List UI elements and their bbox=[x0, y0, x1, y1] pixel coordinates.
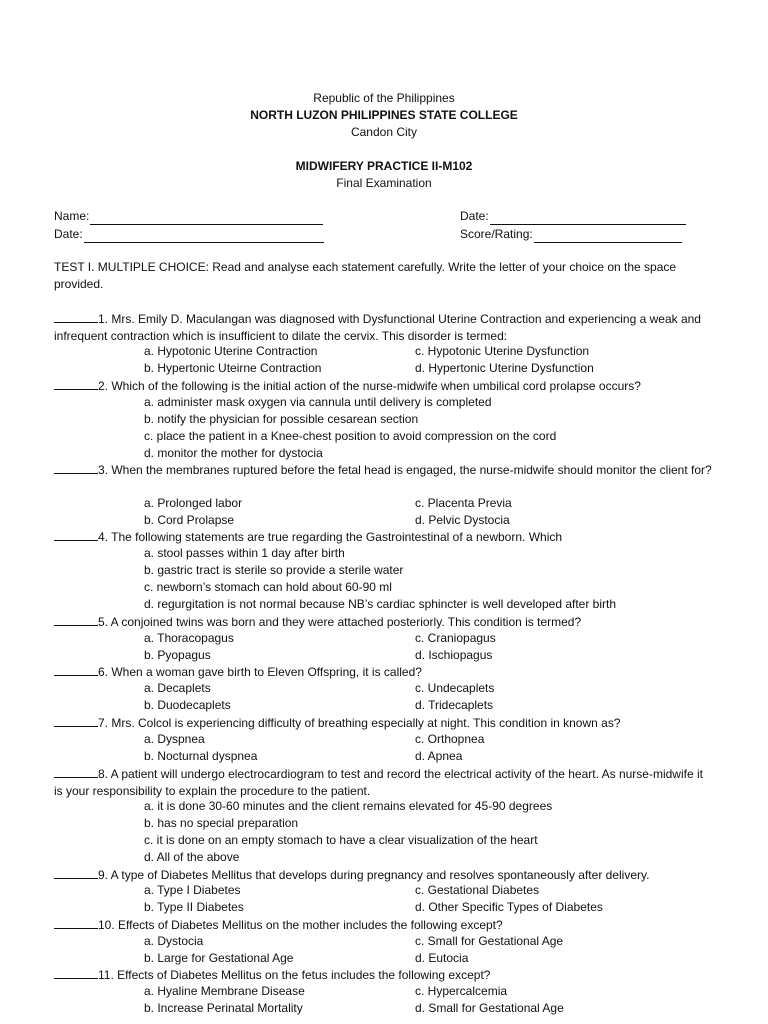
option-b: b. Nocturnal dyspnea bbox=[144, 749, 258, 763]
option-c: c. newborn’s stomach can hold about 60-90 ml bbox=[144, 580, 392, 594]
city-heading: Candon City bbox=[350, 125, 418, 139]
option-c: c. Undecaplets bbox=[415, 681, 495, 695]
question-6 bbox=[54, 663, 714, 681]
option-c: c. Hypotonic Uterine Dysfunction bbox=[415, 344, 590, 358]
question-text: 3. When the membranes ruptured before the fetal head is engaged, the nurse-midwife should monitor the client for? bbox=[98, 463, 712, 477]
answer-blank[interactable] bbox=[54, 528, 98, 541]
option-c: c. Craniopagus bbox=[415, 631, 496, 645]
option-c: c. Hypercalcemia bbox=[415, 984, 508, 998]
option-a: a. Dyspnea bbox=[144, 732, 205, 746]
score-line[interactable] bbox=[534, 230, 682, 243]
option-a: a. Type I Diabetes bbox=[144, 883, 241, 897]
option-d: d. Pelvic Dystocia bbox=[415, 513, 510, 527]
option-c: c. it is done on an empty stomach to have a clear visualization of the heart bbox=[144, 833, 538, 847]
score-label: Score/Rating: bbox=[460, 227, 533, 241]
question-text: 7. Mrs. Colcol is experiencing difficulty of breathing especially at night. This condition in known as? bbox=[98, 716, 621, 730]
score-field[interactable] bbox=[460, 226, 682, 243]
question-1 bbox=[54, 310, 714, 345]
option-b: b. Cord Prolapse bbox=[144, 513, 235, 527]
answer-blank[interactable] bbox=[54, 461, 98, 474]
date-line-right[interactable] bbox=[490, 212, 686, 225]
option-a: a. Prolonged labor bbox=[144, 496, 243, 510]
name-line[interactable] bbox=[90, 212, 323, 225]
option-b: b. gastric tract is sterile so provide a sterile water bbox=[144, 563, 404, 577]
question-text: 8. A patient will undergo electrocardiogram to test and record the electrical activity of the heart. As nurse-midwife it is your responsibility to explain the procedure to the patient. bbox=[54, 767, 703, 798]
option-d: d. Tridecaplets bbox=[415, 698, 494, 712]
date-label-left: Date: bbox=[54, 227, 83, 241]
option-a: a. Hypotonic Uterine Contraction bbox=[144, 344, 318, 358]
question-10 bbox=[54, 916, 714, 934]
option-b: b. Hypertonic Uteirne Contraction bbox=[144, 361, 322, 375]
question-text: 1. Mrs. Emily D. Maculangan was diagnosed with Dysfunctional Uterine Contraction and experiencing a weak and infrequent contraction which is insufficient to dilate the cervix. This disorder is termed: bbox=[54, 312, 701, 343]
option-a: a. administer mask oxygen via cannula until delivery is completed bbox=[144, 395, 492, 409]
name-field[interactable] bbox=[54, 208, 323, 225]
question-text: 4. The following statements are true regarding the Gastrointestinal of a newborn. Which bbox=[98, 530, 563, 544]
answer-blank[interactable] bbox=[54, 765, 98, 778]
option-b: b. has no special preparation bbox=[144, 816, 299, 830]
name-label: Name: bbox=[54, 209, 90, 223]
date-field-left[interactable] bbox=[54, 226, 324, 243]
question-text: 2. Which of the following is the initial action of the nurse-midwife when umbilical cord prolapse occurs? bbox=[98, 379, 641, 393]
option-a: a. stool passes within 1 day after birth bbox=[144, 546, 345, 560]
option-a: a. Thoracopagus bbox=[144, 631, 234, 645]
option-b: b. Large for Gestational Age bbox=[144, 951, 294, 965]
option-b: b. Pyopagus bbox=[144, 648, 211, 662]
option-b: b. Type II Diabetes bbox=[144, 900, 244, 914]
question-text: 10. Effects of Diabetes Mellitus on the mother includes the following except? bbox=[98, 918, 503, 932]
question-text: 9. A type of Diabetes Mellitus that develops during pregnancy and resolves spontaneously after delivery. bbox=[98, 868, 650, 882]
option-a: a. it is done 30-60 minutes and the client remains elevated for 45-90 degrees bbox=[144, 799, 553, 813]
question-3 bbox=[54, 461, 714, 479]
option-b: b. Increase Perinatal Mortality bbox=[144, 1001, 303, 1015]
date-line-left[interactable] bbox=[84, 230, 324, 243]
question-4 bbox=[54, 528, 714, 546]
option-c: c. Orthopnea bbox=[415, 732, 485, 746]
option-d: d. All of the above bbox=[144, 850, 240, 864]
option-d: d. Other Specific Types of Diabetes bbox=[415, 900, 603, 914]
date-field-right[interactable] bbox=[460, 208, 686, 225]
option-d: d. Hypertonic Uterine Dysfunction bbox=[415, 361, 594, 375]
answer-blank[interactable] bbox=[54, 377, 98, 390]
answer-blank[interactable] bbox=[54, 866, 98, 879]
question-8 bbox=[54, 765, 714, 800]
option-b: b. Duodecaplets bbox=[144, 698, 231, 712]
college-heading: NORTH LUZON PHILIPPINES STATE COLLEGE bbox=[250, 108, 518, 122]
question-5 bbox=[54, 613, 714, 631]
option-c: c. place the patient in a Knee-chest position to avoid compression on the cord bbox=[144, 429, 557, 443]
option-a: a. Dystocia bbox=[144, 934, 204, 948]
test-instructions: TEST I. MULTIPLE CHOICE: Read and analyse each statement carefully. Write the letter of your choice on the space provided. bbox=[54, 260, 677, 291]
answer-blank[interactable] bbox=[54, 310, 98, 323]
answer-blank[interactable] bbox=[54, 613, 98, 626]
option-c: c. Gestational Diabetes bbox=[415, 883, 540, 897]
question-text: 6. When a woman gave birth to Eleven Offspring, it is called? bbox=[98, 665, 422, 679]
option-c: c. Small for Gestational Age bbox=[415, 934, 564, 948]
option-a: a. Decaplets bbox=[144, 681, 211, 695]
option-d: d. Small for Gestational Age bbox=[415, 1001, 564, 1015]
answer-blank[interactable] bbox=[54, 663, 98, 676]
course-title: MIDWIFERY PRACTICE II-M102 bbox=[295, 159, 473, 173]
option-d: d. Eutocia bbox=[415, 951, 469, 965]
question-11 bbox=[54, 966, 714, 984]
option-c: c. Placenta Previa bbox=[415, 496, 512, 510]
date-label-right: Date: bbox=[460, 209, 489, 223]
question-2 bbox=[54, 377, 714, 395]
question-7 bbox=[54, 714, 714, 732]
question-text: 5. A conjoined twins was born and they were attached posteriorly. This condition is termed? bbox=[98, 615, 582, 629]
option-d: d. regurgitation is not normal because NB’s cardiac sphincter is well developed after birth bbox=[144, 597, 617, 611]
exam-title: Final Examination bbox=[336, 176, 432, 190]
answer-blank[interactable] bbox=[54, 916, 98, 929]
option-b: b. notify the physician for possible cesarean section bbox=[144, 412, 419, 426]
answer-blank[interactable] bbox=[54, 714, 98, 727]
option-d: d. Apnea bbox=[415, 749, 463, 763]
republic-heading: Republic of the Philippines bbox=[313, 91, 455, 105]
option-a: a. Hyaline Membrane Disease bbox=[144, 984, 305, 998]
option-d: d. monitor the mother for dystocia bbox=[144, 446, 323, 460]
answer-blank[interactable] bbox=[54, 966, 98, 979]
option-d: d. Ischiopagus bbox=[415, 648, 493, 662]
question-text: 11. Effects of Diabetes Mellitus on the fetus includes the following except? bbox=[98, 968, 491, 982]
